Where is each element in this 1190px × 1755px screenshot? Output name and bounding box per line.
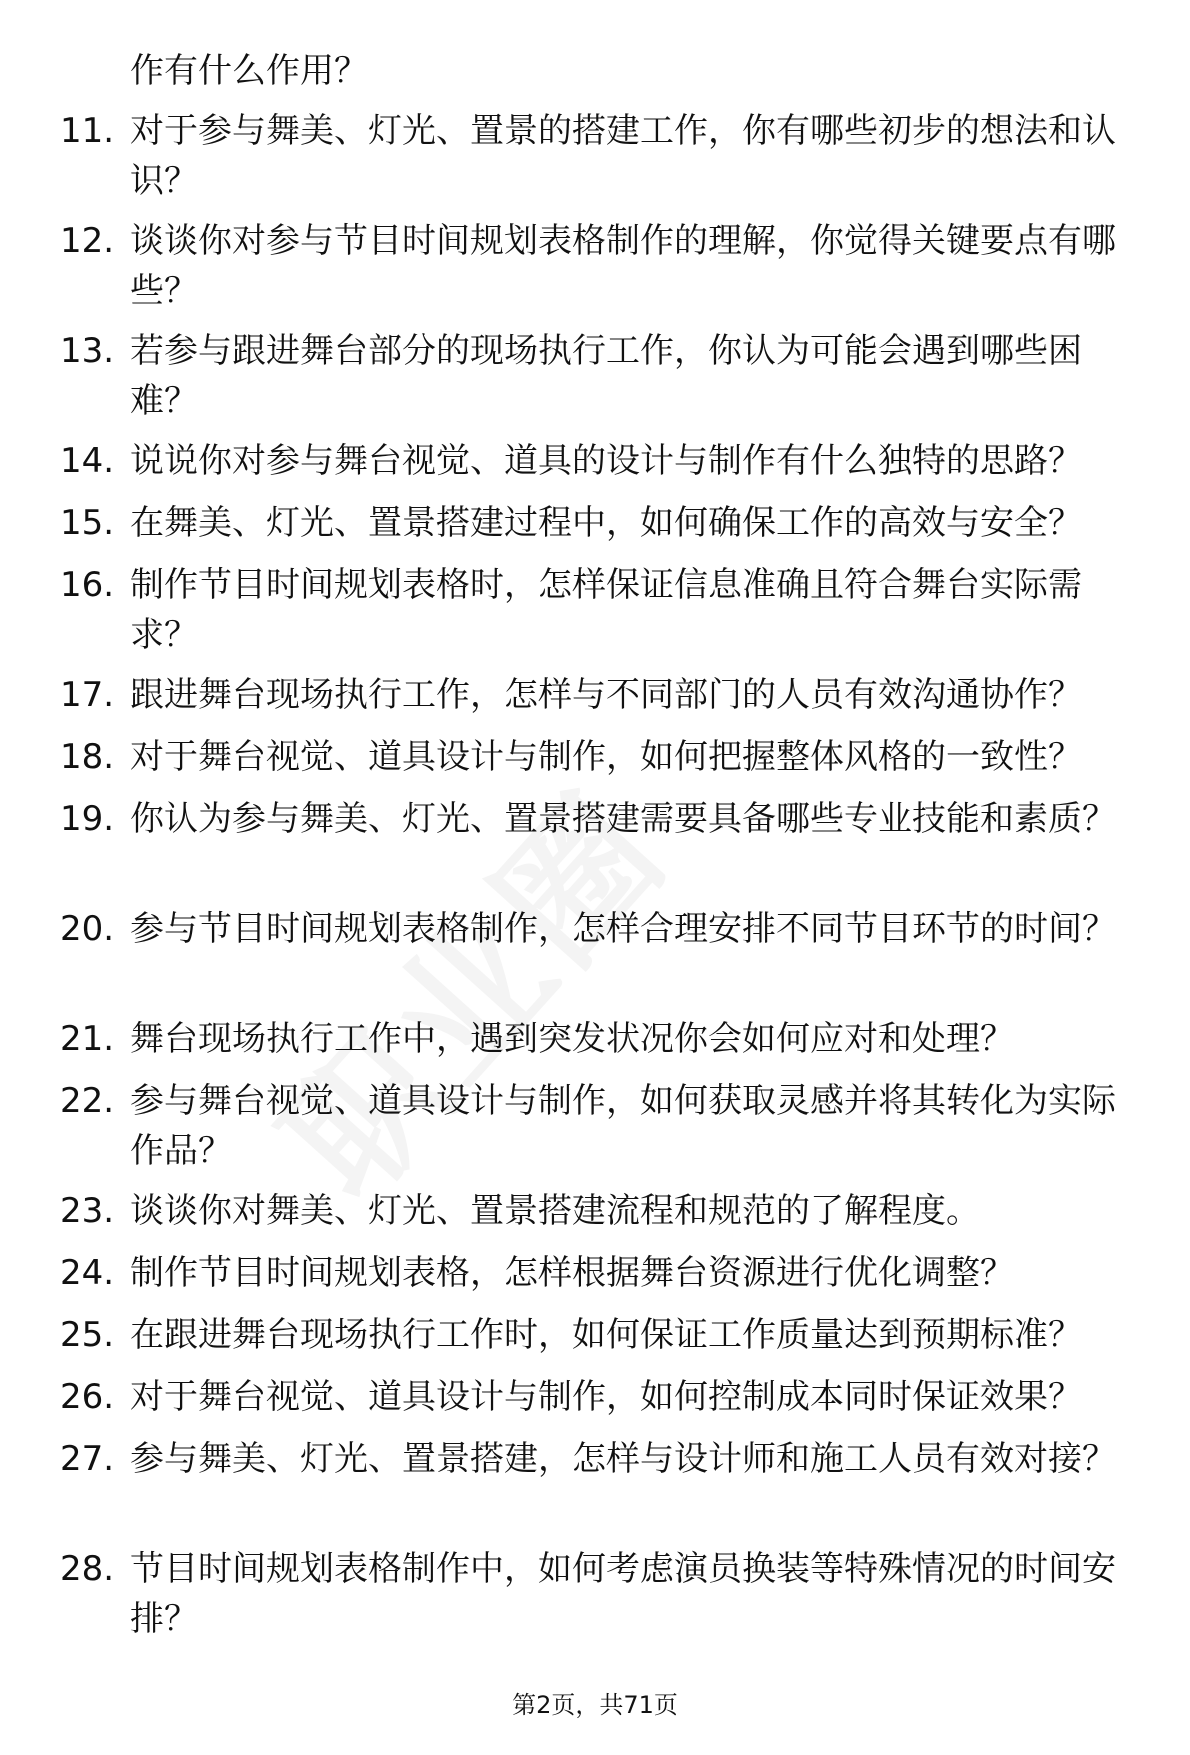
question-text: 谈谈你对舞美、灯光、置景搭建流程和规范的了解程度。 (130, 1191, 980, 1231)
question-number: 22. (60, 1081, 115, 1121)
continued-question-text: 作有什么作用？ (130, 51, 368, 91)
question-text: 制作节目时间规划表格时，怎样保证信息准确且符合舞台实际需求？ (130, 565, 1082, 655)
question-text: 节目时间规划表格制作中，如何考虑演员换装等特殊情况的时间安排？ (130, 1549, 1116, 1639)
question-text: 参与节目时间规划表格制作，怎样合理安排不同节目环节的时间？ (130, 909, 1116, 949)
question-number: 20. (60, 909, 115, 949)
question-text: 在跟进舞台现场执行工作时，如何保证工作质量达到预期标准？ (130, 1315, 1082, 1355)
question-number: 25. (60, 1315, 115, 1355)
question-number: 18. (60, 737, 115, 777)
question-number: 12. (60, 221, 115, 261)
question-text: 参与舞美、灯光、置景搭建，怎样与设计师和施工人员有效对接？ (130, 1439, 1116, 1479)
question-number: 13. (60, 331, 115, 371)
question-text: 对于舞台视觉、道具设计与制作，如何控制成本同时保证效果？ (130, 1377, 1082, 1417)
question-text: 谈谈你对参与节目时间规划表格制作的理解，你觉得关键要点有哪些？ (130, 221, 1116, 311)
question-number: 19. (60, 799, 115, 839)
question-text: 在舞美、灯光、置景搭建过程中，如何确保工作的高效与安全？ (130, 503, 1082, 543)
question-text: 你认为参与舞美、灯光、置景搭建需要具备哪些专业技能和素质？ (130, 799, 1116, 839)
question-number: 27. (60, 1439, 115, 1479)
page-footer: 第2页，共71页 (512, 1691, 678, 1719)
question-text: 跟进舞台现场执行工作，怎样与不同部门的人员有效沟通协作？ (130, 675, 1082, 715)
question-number: 28. (60, 1549, 115, 1589)
question-number: 16. (60, 565, 115, 605)
question-text: 舞台现场执行工作中，遇到突发状况你会如何应对和处理？ (130, 1019, 1014, 1059)
question-number: 23. (60, 1191, 115, 1231)
question-text: 若参与跟进舞台部分的现场执行工作，你认为可能会遇到哪些困难？ (130, 331, 1082, 421)
question-text: 对于参与舞美、灯光、置景的搭建工作，你有哪些初步的想法和认识？ (130, 111, 1116, 201)
question-text: 制作节目时间规划表格，怎样根据舞台资源进行优化调整？ (130, 1253, 1014, 1293)
question-number: 11. (60, 111, 115, 151)
question-number: 21. (60, 1019, 115, 1059)
question-number: 14. (60, 441, 115, 481)
question-number: 15. (60, 503, 115, 543)
question-text: 参与舞台视觉、道具设计与制作，如何获取灵感并将其转化为实际作品？ (130, 1081, 1116, 1171)
question-number: 26. (60, 1377, 115, 1417)
question-number: 17. (60, 675, 115, 715)
question-text: 对于舞台视觉、道具设计与制作，如何把握整体风格的一致性？ (130, 737, 1082, 777)
question-text: 说说你对参与舞台视觉、道具的设计与制作有什么独特的思路？ (130, 441, 1082, 481)
question-number: 24. (60, 1253, 115, 1293)
